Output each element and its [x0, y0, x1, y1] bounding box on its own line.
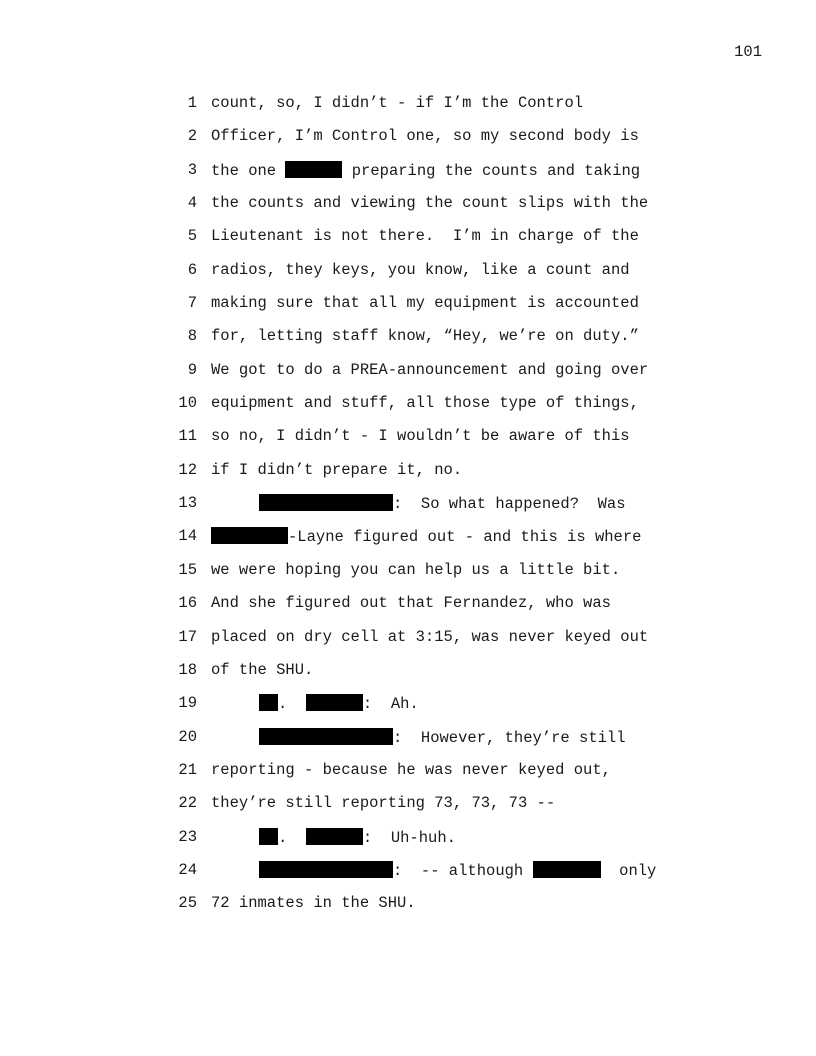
redaction-block [259, 861, 393, 878]
transcript-line-3 [0, 161, 816, 194]
transcript-line-18 [0, 661, 816, 694]
line-number: 4 [187, 194, 197, 213]
line-number: 22 [178, 794, 197, 813]
line-number: 5 [187, 227, 197, 246]
line-text: Officer, I’m Control one, so my second body is [211, 127, 639, 146]
line-text: radios, they keys, you know, like a count and [211, 260, 630, 279]
transcript-line-4 [0, 194, 816, 227]
line-text [211, 161, 640, 180]
line-text: And she figured out that Fernandez, who was [211, 594, 611, 613]
line-number: 14 [178, 527, 197, 546]
line-number: 19 [178, 694, 197, 713]
redaction-block [285, 161, 342, 178]
transcript-line-15 [0, 561, 816, 594]
transcript-line-8 [0, 327, 816, 360]
line-number: 9 [187, 360, 197, 379]
transcript-line-2 [0, 127, 816, 160]
line-text-segment: : Uh-huh. [362, 828, 456, 847]
line-text [259, 694, 419, 713]
redaction-block [259, 728, 393, 745]
line-number: 17 [178, 627, 197, 646]
line-text: Lieutenant is not there. I’m in charge of the [211, 227, 639, 246]
line-text-segment: . [278, 828, 288, 847]
line-text: We got to do a PREA-announcement and going over [211, 360, 649, 379]
line-text: 72 inmates in the SHU. [211, 894, 416, 913]
line-text [211, 527, 641, 546]
redaction-block [306, 828, 363, 845]
line-number: 24 [178, 860, 197, 879]
line-number: 11 [178, 427, 197, 446]
line-number: 10 [178, 394, 197, 413]
line-number: 18 [178, 660, 197, 679]
line-text: placed on dry cell at 3:15, was never keyed out [211, 627, 649, 646]
line-text: they’re still reporting 73, 73, 73 -- [211, 794, 556, 813]
line-number: 6 [187, 260, 197, 279]
line-text-segment: . [278, 695, 288, 714]
line-text-segment: : So what happened? Was [393, 495, 626, 514]
line-number: 16 [178, 594, 197, 613]
line-text: of the SHU. [211, 660, 314, 679]
transcript-line-14 [0, 527, 816, 560]
line-number: 21 [178, 760, 197, 779]
transcript-line-12 [0, 461, 816, 494]
line-number: 2 [187, 127, 197, 146]
transcript-line-25 [0, 894, 816, 927]
line-number: 7 [187, 294, 197, 313]
line-text [259, 728, 626, 747]
transcript-line-16 [0, 594, 816, 627]
line-text: if I didn’t prepare it, no. [211, 460, 463, 479]
transcript-line-5 [0, 227, 816, 260]
line-text [259, 494, 626, 513]
line-text: so no, I didn’t - I wouldn’t be aware of this [211, 427, 630, 446]
redaction-block [533, 861, 601, 878]
transcript-line-17 [0, 628, 816, 661]
transcript-line-11 [0, 427, 816, 460]
transcript-line-21 [0, 761, 816, 794]
line-number: 15 [178, 560, 197, 579]
line-text-segment: : However, they’re still [393, 728, 626, 747]
redaction-block [259, 694, 278, 711]
redaction-block [259, 828, 278, 845]
line-text [259, 828, 456, 847]
transcript-line-20 [0, 728, 816, 761]
line-text: making sure that all my equipment is accounted [211, 294, 639, 313]
line-number: 8 [187, 327, 197, 346]
line-text: reporting - because he was never keyed out, [211, 760, 611, 779]
transcript-line-9 [0, 361, 816, 394]
page-number: 101 [734, 43, 762, 61]
line-text-segment: only [619, 861, 657, 880]
line-number: 23 [178, 827, 197, 846]
line-text-segment: preparing the counts and taking [351, 161, 641, 180]
line-text: equipment and stuff, all those type of things, [211, 394, 639, 413]
transcript-line-13 [0, 494, 816, 527]
line-text-segment: : -- although [393, 861, 524, 880]
transcript-line-10 [0, 394, 816, 427]
transcript-line-19 [0, 694, 816, 727]
line-number: 3 [187, 160, 197, 179]
line-number: 20 [178, 727, 197, 746]
line-number: 13 [178, 494, 197, 513]
line-text: the counts and viewing the count slips with the [211, 194, 649, 213]
line-text: for, letting staff know, “Hey, we’re on duty.” [211, 327, 639, 346]
transcript-line-22 [0, 794, 816, 827]
transcript-line-24 [0, 861, 816, 894]
line-text-segment: the one [211, 161, 277, 180]
transcript-body [0, 94, 816, 928]
transcript-line-6 [0, 261, 816, 294]
line-text: we were hoping you can help us a little bit. [211, 560, 621, 579]
transcript-line-1 [0, 94, 816, 127]
line-number: 25 [178, 894, 197, 913]
line-number: 12 [178, 460, 197, 479]
line-text-segment: : Ah. [362, 695, 419, 714]
transcript-line-23 [0, 828, 816, 861]
transcript-line-7 [0, 294, 816, 327]
redaction-block [211, 527, 288, 544]
line-text-segment: -Layne figured out - and this is where [288, 528, 642, 547]
line-text [259, 861, 656, 880]
redaction-block [306, 694, 363, 711]
line-text: count, so, I didn’t - if I’m the Control [211, 94, 584, 112]
redaction-block [259, 494, 393, 511]
line-number: 1 [187, 94, 197, 112]
